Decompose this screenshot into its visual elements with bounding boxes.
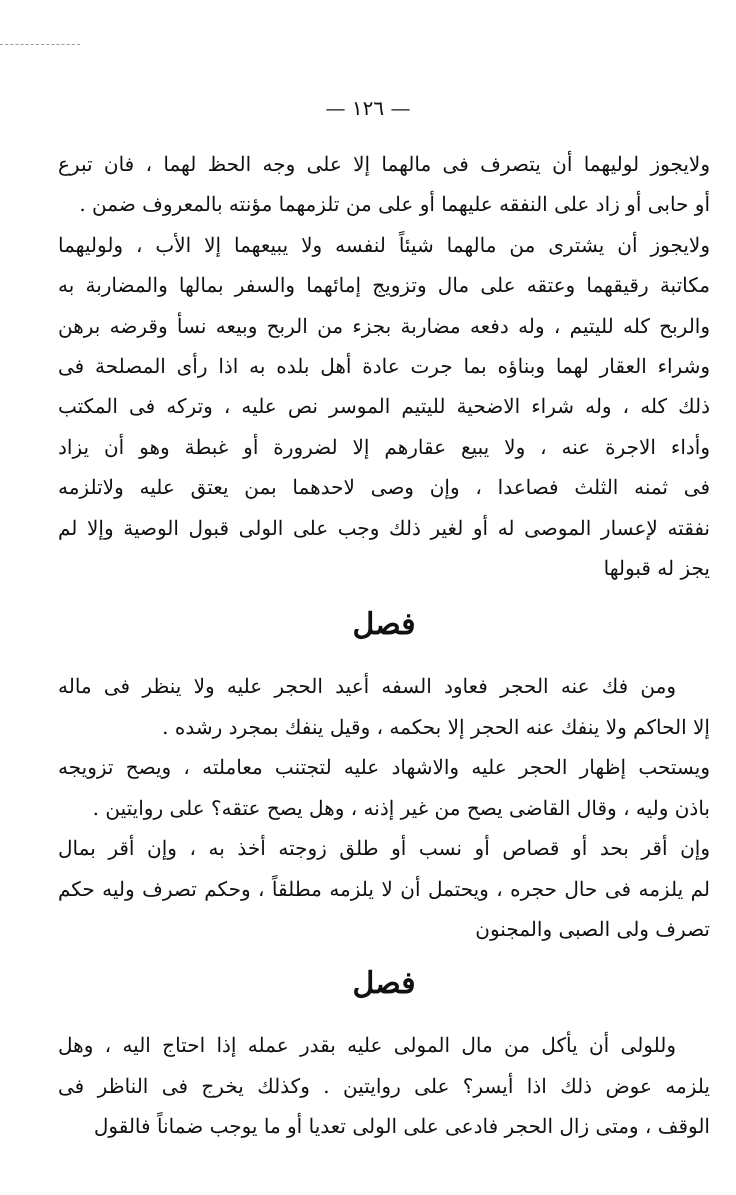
text-line: إلا الحاكم ولا ينفك عنه الحجر إلا بحكمه ، وقيل ينفك بمجرد رشده . xyxy=(162,714,710,739)
section-2 xyxy=(58,666,710,949)
text-line: باذن وليه ، وقال القاضى يصح من غير إذنه ، وهل يصح عتقه؟ على روايتين . xyxy=(92,795,710,820)
text-line: مكاتبة رقيقهما وعتقه على مال وتزويج إمائهما والسفر بمالها والمضاربة به xyxy=(58,273,710,298)
section-3 xyxy=(58,1025,710,1146)
paragraph xyxy=(58,828,710,949)
text-line: وإن أقر بحد أو قصاص أو نسب أو طلق زوجته أخذ به ، وإن أقر بمال xyxy=(58,836,710,861)
text-line: يجز له قبولها xyxy=(603,556,710,581)
section-heading: فصل xyxy=(352,607,416,643)
paragraph xyxy=(58,747,710,828)
paragraph xyxy=(58,666,710,747)
section-heading: فصل xyxy=(352,966,416,1002)
text-line: ذلك كله ، وله شراء الاضحية لليتيم الموسر نص عليه ، وتركه فى المكتب xyxy=(58,394,710,419)
text-line: ولايجوز لوليهما أن يتصرف فى مالهما إلا على وجه الحظ لهما ، فان تبرع xyxy=(58,152,710,176)
text-line: والربح كله لليتيم ، وله دفعه مضاربة بجزء من الربح وبيعه نسأ وقرضه برهن xyxy=(58,313,710,338)
section-1 xyxy=(58,144,710,588)
text-line: نفقته لإعسار الموصى له أو لغير ذلك وجب على الولى قبول الوصية وإلا لم xyxy=(58,515,710,540)
text-line: وشراء العقار لهما وبناؤه بما جرت عادة أهل بلده به اذا رأى المصلحة فى xyxy=(58,354,710,379)
text-line: يلزمه عوض ذلك اذا أيسر؟ على روايتين . وكذلك يخرج فى الناظر فى xyxy=(58,1073,710,1098)
text-line: ولايجوز أن يشترى من مالهما شيئاً لنفسه ولا يبيعهما إلا الأب ، ولوليهما xyxy=(58,232,710,257)
text-line: تصرف ولى الصبى والمجنون xyxy=(475,916,710,941)
text-line: لم يلزمه فى حال حجره ، ويحتمل أن لا يلزمه مطلقاً ، وحكم تصرف وليه حكم xyxy=(58,876,710,901)
margin-rule xyxy=(0,44,80,45)
text-line: ومن فك عنه الحجر فعاود السفه أعيد الحجر عليه ولا ينظر فى ماله xyxy=(58,674,676,699)
text-line: الوقف ، ومتى زال الحجر فادعى على الولى تعديا أو ما يوجب ضماناً فالقول xyxy=(93,1114,710,1139)
paragraph xyxy=(58,225,710,589)
page-number: — ١٢٦ — xyxy=(325,96,411,120)
paragraph xyxy=(58,144,710,225)
text-line: ويستحب إظهار الحجر عليه والاشهاد عليه لتجتنب معاملته ، ويصح تزويجه xyxy=(58,755,710,780)
text-line: وأداء الاجرة عنه ، ولا يبيع عقارهم إلا لضرورة أو غبطة وهو أن يزاد xyxy=(58,434,710,459)
paragraph xyxy=(58,1025,710,1146)
text-line: فى ثمنه الثلث فصاعدا ، وإن وصى لاحدهما بمن يعتق عليه ولاتلزمه xyxy=(58,475,710,500)
body-text xyxy=(58,144,710,1147)
text-line: أو حابى أو زاد على النفقه عليهما أو على من تلزمهما مؤنته بالمعروف ضمن . xyxy=(79,192,710,217)
text-line: وللولى أن يأكل من مال المولى عليه بقدر عمله إذا احتاج اليه ، وهل xyxy=(58,1033,676,1058)
